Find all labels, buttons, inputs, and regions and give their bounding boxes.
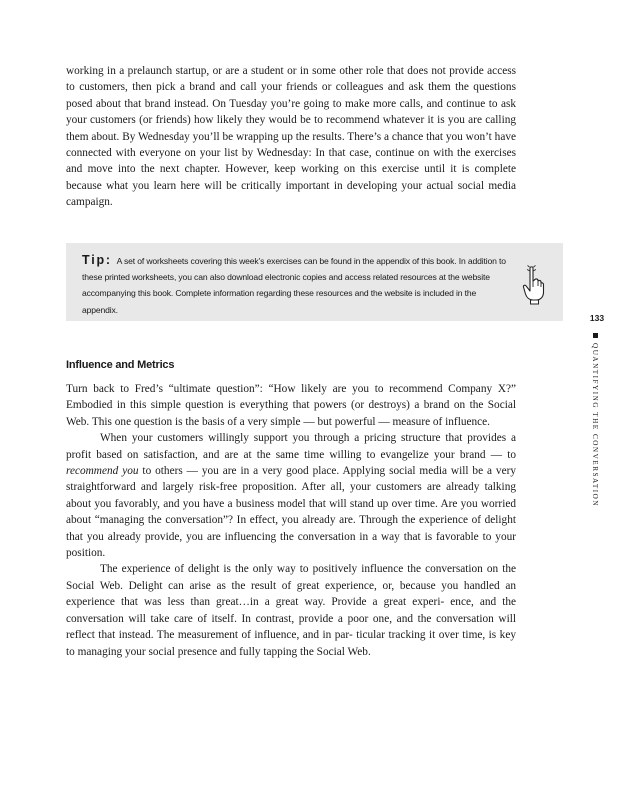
main-text [66,381,516,660]
tip-box [66,243,563,321]
section-heading: Influence and Metrics [66,359,175,371]
pointing-hand-icon [521,265,545,305]
square-bullet-icon [593,333,598,338]
body-paragraph: Turn back to Fred’s “ultimate question”: “How likely are you to recommend Company X?” Embodied in this simple question is everything that powers (or destroys) a brand on the Social Web. This one question is the basis of a very simple — but powerful — measure of influence. [66,383,517,428]
tip-label: Tip: [82,253,112,267]
running-head: QUANTIFYING THE CONVERSATION [591,343,599,508]
intro-paragraph [66,63,516,211]
body-paragraph: The experience of delight is the only way to positively influence the conversation on the Social Web. Delight can arise as the result of great experience, or, because you handled an experience that was less than great…in a great way. Provide a great experi- ence, and the conversation will take care of itself. In contrast, provide a poor one, and the conversation will reflect that instead. The measurement of influence, and in par- ticular tracking it over time, is key to managing your social presence and fully tapping the Social Web. [66,563,517,658]
body-paragraph: When your customers willingly support you through a pricing structure that provides a profit based on satisfaction, and are at the same time willing to evangelize your brand — to recommend you to others — you are in a very good place. Applying social media will be a very straightforward and largely risk-free proposition. After all, your customers are already talking about you favorably, and you have a business model that will stand up over time. Are you worried about “managing the conversation”? In effect, you already are. Through the experience of delight that you already provide, you are influencing the conversation in a way that is favorable to your position. [66,432,517,560]
tip-text: Tip: A set of worksheets covering this week’s exercises can be found in the appendix of this book. In addition to these printed worksheets, you can also download electronic copies and access related resources at the website accompanying this book. Complete information regarding these resources and the website is included in the appendix. [82,253,506,315]
margin-tab [585,313,609,508]
page-number: 133 [589,313,605,323]
intro-paragraph-text: working in a prelaunch startup, or are a student or in some other role that does not provide access to customers, then pick a brand and call your friends or colleagues and ask them the questions posed about that brand instead. On Tuesday you’re going to make more calls, and continue to ask your customers (or friends) how likely they would be to recommend whatever it is you are calling them about. By Wednesday you’ll be wrapping up the results. There’s a chance that you won’t have connected with everyone on your list by Wednesday: In that case, continue on with the exercises and move into the next chapter. However, keep working on this exercise until it is complete because what you learn here will be critically important in developing your actual social media campaign. [66,65,517,209]
